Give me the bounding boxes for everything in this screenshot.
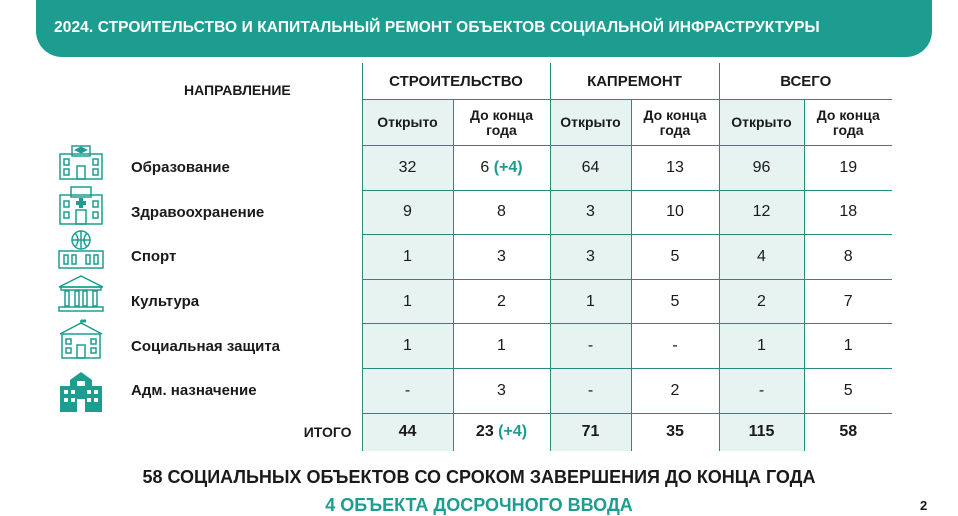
cell-value: - (550, 324, 631, 369)
cell-value: 7 (804, 279, 892, 324)
culture-columns-icon (56, 273, 106, 313)
hospital-building-icon (56, 185, 106, 225)
table-row (124, 146, 892, 191)
cell-value: 3 (550, 190, 631, 235)
sub-header-open: Открыто (550, 100, 631, 146)
cell-value: 12 (719, 190, 804, 235)
group-header-repair: КАПРЕМОНТ (550, 63, 719, 100)
cell-value: 1 (362, 279, 453, 324)
sub-header-open: Открыто (362, 100, 453, 146)
cell-value: - (550, 368, 631, 413)
summary-early-delivery: 4 ОБЪЕКТА ДОСРОЧНОГО ВВОДА (325, 495, 633, 515)
cell-value: 2 (719, 279, 804, 324)
table-row (124, 324, 892, 369)
direction-header: НАПРАВЛЕНИЕ (184, 82, 291, 99)
cell-value: 19 (804, 146, 892, 191)
data-table-wrapper (124, 63, 892, 451)
cell-value: 5 (631, 279, 719, 324)
cell-value: 5 (631, 235, 719, 280)
total-value: 44 (362, 413, 453, 451)
cell-value: 10 (631, 190, 719, 235)
table-row (124, 190, 892, 235)
table-row (124, 279, 892, 324)
row-label: Здравоохранение (131, 203, 265, 221)
row-label: Адм. назначение (131, 382, 257, 400)
cell-value: 3 (453, 368, 550, 413)
total-row (124, 413, 892, 451)
summary-total-objects: 58 СОЦИАЛЬНЫХ ОБЪЕКТОВ СО СРОКОМ ЗАВЕРШЕНИЯ ДО КОНЦА ГОДА (142, 467, 816, 487)
total-value: 115 (719, 413, 804, 451)
table-row (124, 235, 892, 280)
cell-value: 8 (804, 235, 892, 280)
sport-ball-icon (56, 229, 106, 269)
sub-header-end-of-year: До конца года (453, 100, 550, 146)
cell-value: 6 (+4) (453, 146, 550, 191)
row-label: Социальная защита (131, 337, 281, 355)
total-label: ИТОГО (303, 423, 352, 440)
cell-value: 96 (719, 146, 804, 191)
cell-value: 2 (453, 279, 550, 324)
cell-value: 3 (453, 235, 550, 280)
row-label: Культура (131, 293, 200, 311)
page-title: 2024. СТРОИТЕЛЬСТВО И КАПИТАЛЬНЫЙ РЕМОНТ ОБЪЕКТОВ СОЦИАЛЬНОЙ ИНФРАСТРУКТУРЫ (54, 19, 820, 36)
early-delivery-note: (+4) (493, 158, 523, 176)
cell-value: 1 (362, 324, 453, 369)
cell-value: - (362, 368, 453, 413)
sub-header-end-of-year: До конца года (804, 100, 892, 146)
social-building-icon (56, 319, 106, 359)
cell-value: - (719, 368, 804, 413)
cell-value: 4 (719, 235, 804, 280)
cell-value: 1 (453, 324, 550, 369)
cell-value: 1 (719, 324, 804, 369)
cell-value: 2 (631, 368, 719, 413)
total-value: 35 (631, 413, 719, 451)
admin-building-icon (56, 372, 106, 412)
cell-value: 8 (453, 190, 550, 235)
school-building-icon (56, 140, 106, 180)
table-row (124, 368, 892, 413)
cell-value: 32 (362, 146, 453, 191)
cell-value: 5 (804, 368, 892, 413)
group-header-total: ВСЕГО (719, 63, 892, 100)
cell-value: - (631, 324, 719, 369)
page-number: 2 (920, 498, 928, 513)
cell-value: 18 (804, 190, 892, 235)
group-header-construction: СТРОИТЕЛЬСТВО (362, 63, 550, 100)
cell-value: 9 (362, 190, 453, 235)
cell-value: 1 (550, 279, 631, 324)
cell-value: 3 (550, 235, 631, 280)
sub-header-open: Открыто (719, 100, 804, 146)
cell-value: 1 (804, 324, 892, 369)
data-table (124, 63, 892, 451)
total-value: 71 (550, 413, 631, 451)
row-label: Образование (131, 159, 230, 177)
cell-value: 64 (550, 146, 631, 191)
row-label: Спорт (131, 248, 177, 266)
sub-header-end-of-year: До конца года (631, 100, 719, 146)
total-value: 58 (804, 413, 892, 451)
cell-value: 13 (631, 146, 719, 191)
total-value: 23 (+4) (453, 413, 550, 451)
early-delivery-note: (+4) (498, 423, 528, 441)
cell-value: 1 (362, 235, 453, 280)
